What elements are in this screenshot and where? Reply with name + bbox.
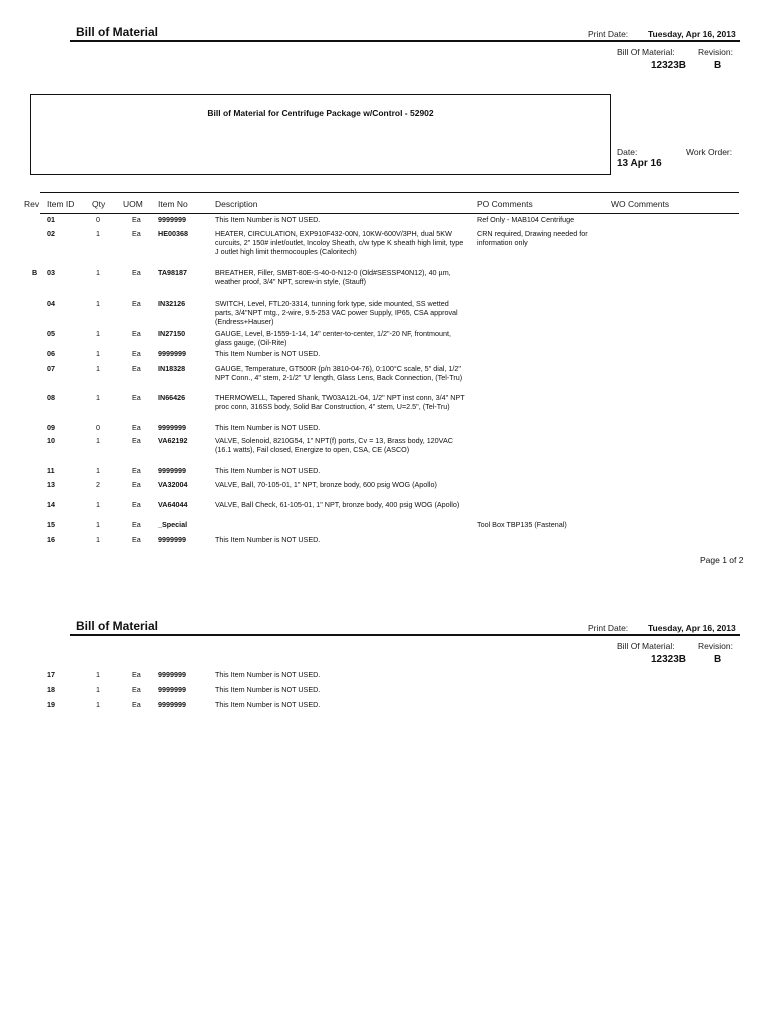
date-label: Date: (617, 147, 638, 157)
cell-uom: Ea (132, 685, 141, 694)
cell-uom: Ea (132, 393, 141, 402)
cell-description: HEATER, CIRCULATION, EXP910F432-00N, 10KW-600V/3PH, dual 5KW curcuits, 2" 150# inlet/outlet, Incoloy Sheath, c/w type K sheath high limit, type J outlet high limit thermocouples (Caloritech) (215, 229, 464, 257)
cell-item-id: 04 (47, 299, 55, 308)
cell-po-comments: CRN required, Drawing needed for information only (477, 229, 588, 248)
cell-item-id: 08 (47, 393, 55, 402)
cell-item-no: TA98187 (158, 268, 188, 277)
cell-item-no: 9999999 (158, 349, 186, 358)
cell-item-no: IN32126 (158, 299, 186, 308)
cell-uom: Ea (132, 299, 141, 308)
cell-item-id: 14 (47, 500, 55, 509)
cell-description: This Item Number is NOT USED. (215, 535, 321, 544)
cell-qty: 1 (96, 229, 100, 238)
cell-item-id: 11 (47, 466, 55, 475)
col-item-no: Item No (158, 199, 188, 209)
cell-description: GAUGE, Level, B-1559-1-14, 14" center-to-center, 1/2"-20 NF, frontmount, glass gauge, (Oil-Rite) (215, 329, 452, 348)
cell-item-no: _Special (158, 520, 188, 529)
cell-description: This Item Number is NOT USED. (215, 466, 321, 475)
cell-item-no: 9999999 (158, 423, 186, 432)
cell-item-id: 06 (47, 349, 55, 358)
cell-qty: 1 (96, 329, 100, 338)
cell-qty: 0 (96, 215, 100, 224)
col-description: Description (215, 199, 258, 209)
cell-item-no: HE00368 (158, 229, 188, 238)
cell-item-no: 9999999 (158, 670, 186, 679)
cell-qty: 1 (96, 700, 100, 709)
cell-item-no: 9999999 (158, 685, 186, 694)
cell-uom: Ea (132, 364, 141, 373)
cell-item-id: 16 (47, 535, 55, 544)
cell-uom: Ea (132, 535, 141, 544)
bom-title-box (30, 94, 611, 175)
page1-header-rule (70, 40, 740, 42)
cell-item-id: 18 (47, 685, 55, 694)
cell-description: This Item Number is NOT USED. (215, 700, 321, 709)
page2-header-rule (70, 634, 740, 636)
cell-item-id: 09 (47, 423, 55, 432)
page-number: Page 1 of 2 (700, 555, 744, 565)
cell-item-no: 9999999 (158, 535, 186, 544)
cell-item-id: 02 (47, 229, 55, 238)
cell-po-comments: Ref Only - MAB104 Centrifuge (477, 215, 575, 224)
page1-bom-number: 12323B (651, 60, 687, 71)
page2-bom-label: Bill Of Material: (617, 641, 675, 651)
col-po-comments: PO Comments (477, 199, 533, 209)
cell-uom: Ea (132, 423, 141, 432)
cell-qty: 1 (96, 670, 100, 679)
cell-description: VALVE, Solenoid, 8210G54, 1" NPT(f) ports, Cv = 13, Brass body, 120VAC (16.1 watts), Fail closed, Energize to open, CSA, CE (ASCO) (215, 436, 453, 455)
cell-qty: 1 (96, 393, 100, 402)
page2-revision: B (714, 654, 722, 665)
bom-date: 13 Apr 16 (617, 158, 662, 169)
page2-print-date-label: Print Date: (588, 623, 629, 633)
cell-item-id: 15 (47, 520, 55, 529)
cell-uom: Ea (132, 329, 141, 338)
cell-description: BREATHER, Filler, SMBT-80E-S-40-0-N12-0 (Old#SESSP40N12), 40 µm, weather proof, 3/4" NPT, screw-in style, (Stauff) (215, 268, 451, 287)
cell-item-no: VA62192 (158, 436, 188, 445)
cell-item-id: 13 (47, 480, 55, 489)
cell-item-id: 07 (47, 364, 55, 373)
cell-description: VALVE, Ball Check, 61-105-01, 1" NPT, bronze body, 400 psig WOG (Apollo) (215, 500, 460, 509)
cell-uom: Ea (132, 480, 141, 489)
cell-qty: 2 (96, 480, 100, 489)
col-uom: UOM (123, 199, 143, 209)
col-qty: Qty (92, 199, 106, 209)
cell-description: This Item Number is NOT USED. (215, 215, 321, 224)
cell-item-id: 19 (47, 700, 55, 709)
cell-description: VALVE, Ball, 70-105-01, 1" NPT, bronze body, 600 psig WOG (Apollo) (215, 480, 437, 489)
page2-bom-number: 12323B (651, 654, 687, 665)
table-top-rule (40, 192, 739, 193)
page1-print-date: Tuesday, Apr 16, 2013 (648, 29, 736, 39)
cell-item-no: IN27150 (158, 329, 186, 338)
cell-item-id: 01 (47, 215, 55, 224)
cell-description: SWITCH, Level, FTL20-3314, tunning fork type, side mounted, SS wetted parts, 3/4"NPT mtg., 2-wire, 9.5-253 VAC power Supply, IP65, CSA approval (Endress+Hauser) (215, 299, 458, 327)
cell-uom: Ea (132, 229, 141, 238)
cell-uom: Ea (132, 520, 141, 529)
bom-title: Bill of Material for Centrifuge Package w/Control - 52902 (207, 108, 434, 118)
cell-description: This Item Number is NOT USED. (215, 423, 321, 432)
cell-rev: B (32, 268, 38, 277)
cell-qty: 1 (96, 685, 100, 694)
cell-uom: Ea (132, 268, 141, 277)
cell-item-no: IN66426 (158, 393, 186, 402)
page2-print-date: Tuesday, Apr 16, 2013 (648, 623, 736, 633)
cell-uom: Ea (132, 700, 141, 709)
cell-po-comments: Tool Box TBP135 (Fastenal) (477, 520, 567, 529)
col-wo-comments: WO Comments (611, 199, 670, 209)
cell-qty: 1 (96, 500, 100, 509)
cell-item-id: 10 (47, 436, 55, 445)
page1-print-date-label: Print Date: (588, 29, 629, 39)
cell-qty: 1 (96, 364, 100, 373)
cell-uom: Ea (132, 349, 141, 358)
cell-item-no: 9999999 (158, 700, 186, 709)
cell-qty: 1 (96, 466, 100, 475)
cell-item-id: 03 (47, 268, 55, 277)
cell-description: This Item Number is NOT USED. (215, 349, 321, 358)
cell-qty: 1 (96, 299, 100, 308)
table-header-rule (40, 213, 739, 214)
page1-title: Bill of Material (76, 25, 159, 39)
cell-qty: 1 (96, 349, 100, 358)
cell-qty: 1 (96, 436, 100, 445)
cell-item-no: IN18328 (158, 364, 186, 373)
cell-uom: Ea (132, 436, 141, 445)
cell-item-no: VA64044 (158, 500, 188, 509)
col-item-id: Item ID (47, 199, 75, 209)
cell-description: THERMOWELL, Tapered Shank, TW03A12L-04, 1/2" NPT inst conn, 3/4" NPT proc conn, 316SS body, Solid Bar Construction, 4" stem, U=2.5", (Tel-Tru) (215, 393, 465, 412)
cell-description: This Item Number is NOT USED. (215, 670, 321, 679)
cell-qty: 1 (96, 268, 100, 277)
cell-item-id: 05 (47, 329, 55, 338)
cell-qty: 0 (96, 423, 100, 432)
cell-uom: Ea (132, 466, 141, 475)
cell-description: This Item Number is NOT USED. (215, 685, 321, 694)
page2-title: Bill of Material (76, 619, 159, 633)
cell-uom: Ea (132, 670, 141, 679)
page1-revision-label: Revision: (698, 47, 733, 57)
page2-revision-label: Revision: (698, 641, 733, 651)
cell-item-no: VA32004 (158, 480, 188, 489)
page1-bom-label: Bill Of Material: (617, 47, 675, 57)
cell-uom: Ea (132, 215, 141, 224)
cell-item-no: 9999999 (158, 466, 186, 475)
work-order-label: Work Order: (686, 147, 733, 157)
col-rev: Rev (24, 199, 40, 209)
cell-uom: Ea (132, 500, 141, 509)
cell-item-id: 17 (47, 670, 55, 679)
cell-qty: 1 (96, 535, 100, 544)
cell-description: GAUGE, Temperature, GT500R (p/n 3810-04-76), 0:100°C scale, 5" dial, 1/2" NPT Conn., 4" stem, 2-1/2" 'U' length, Glass Lens, Back Connection, (Tel-Tru) (215, 364, 463, 383)
cell-item-no: 9999999 (158, 215, 186, 224)
cell-qty: 1 (96, 520, 100, 529)
page1-revision: B (714, 60, 722, 71)
